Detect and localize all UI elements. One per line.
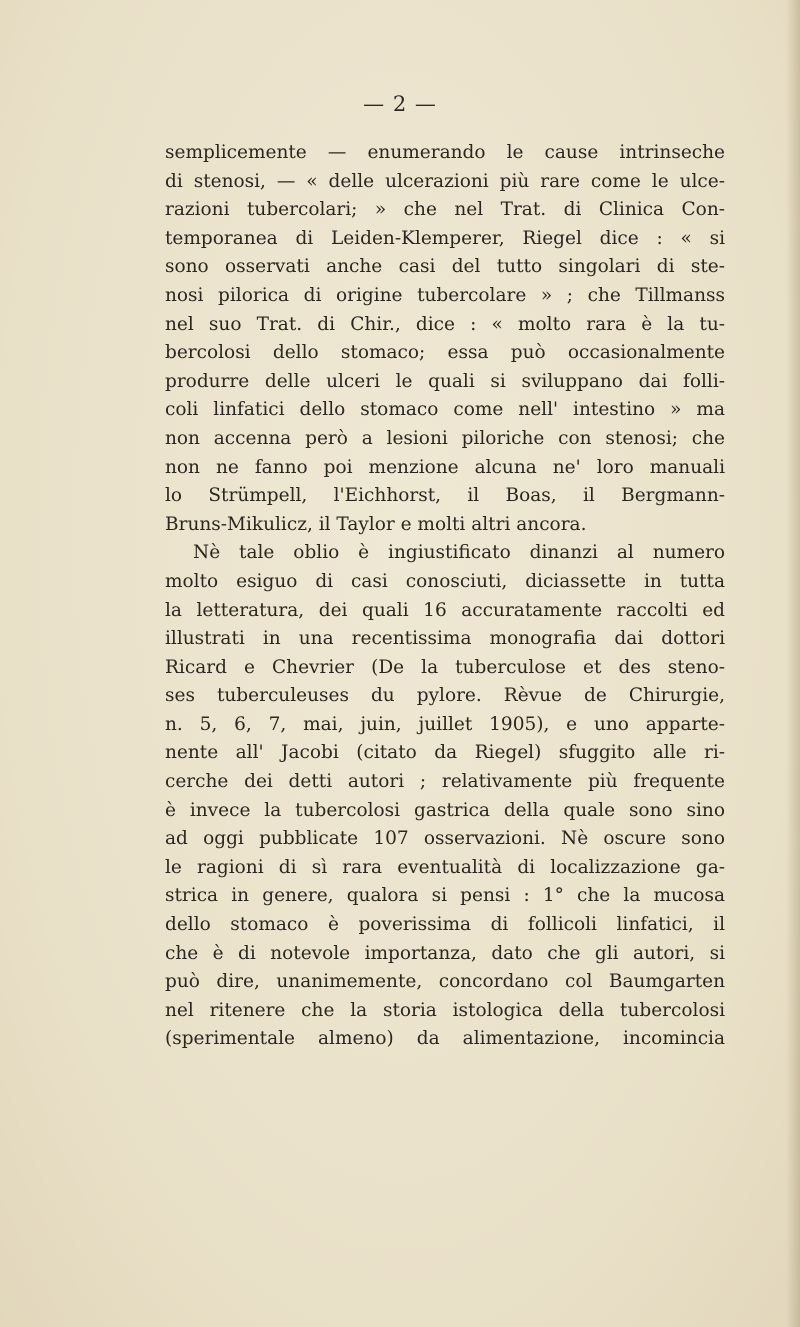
text-line: strica in genere, qualora si pensi : 1° che la mucosa [165, 885, 725, 907]
text-line: produrre delle ulceri le quali si sviluppano dai folli- [165, 370, 725, 392]
text-line: di stenosi, — « delle ulcerazioni più rare come le ulce- [165, 170, 725, 192]
text-line: ses tuberculeuses du pylore. Rèvue de Chirurgie, [165, 685, 725, 707]
text-line: non ne fanno poi menzione alcuna ne' loro manuali [165, 456, 725, 478]
text-line: illustrati in una recentissima monografia dai dottori [165, 628, 725, 650]
page-number: — 2 — [363, 92, 437, 116]
text-line: non accenna però a lesioni piloriche con stenosi; che [165, 427, 725, 449]
text-line: temporanea di Leiden-Klemperer, Riegel dice : « si [165, 227, 725, 249]
text-line: può dire, unanimemente, concordano col Baumgarten [165, 971, 725, 993]
body-text [165, 139, 725, 1054]
page-edge-shadow [786, 0, 800, 1327]
text-line: che è di notevole importanza, dato che gli autori, si [165, 942, 725, 964]
text-line: n. 5, 6, 7, mai, juin, juillet 1905), e uno apparte- [165, 713, 725, 735]
text-line: la letteratura, dei quali 16 accuratamente raccolti ed [165, 599, 725, 621]
text-line: nel ritenere che la storia istologica della tubercolosi [165, 999, 725, 1021]
text-line: molto esiguo di casi conosciuti, diciassette in tutta [165, 570, 725, 592]
text-line: coli linfatici dello stomaco come nell' intestino » ma [165, 399, 725, 421]
text-line: Nè tale oblio è ingiustificato dinanzi al numero [193, 542, 725, 564]
text-line: è invece la tubercolosi gastrica della quale sono sino [165, 799, 725, 821]
text-line: le ragioni di sì rara eventualità di localizzazione ga- [165, 856, 725, 878]
text-line: sono osservati anche casi del tutto singolari di ste- [165, 256, 725, 278]
text-line: nel suo Trat. di Chir., dice : « molto rara è la tu- [165, 313, 725, 335]
text-line: Ricard e Chevrier (De la tuberculose et des steno- [165, 656, 725, 678]
text-line: nente all' Jacobi (citato da Riegel) sfuggito alle ri- [165, 742, 725, 764]
text-line: Bruns-Mikulicz, il Taylor e molti altri ancora. [165, 513, 587, 535]
text-line: cerche dei detti autori ; relativamente più frequente [165, 771, 725, 793]
text-line: bercolosi dello stomaco; essa può occasionalmente [165, 342, 725, 364]
text-line: lo Strümpell, l'Eichhorst, il Boas, il Bergmann- [165, 485, 725, 507]
text-line: dello stomaco è poverissima di follicoli linfatici, il [165, 914, 725, 936]
text-line: nosi pilorica di origine tubercolare » ; che Tillmanss [165, 284, 725, 306]
text-line: ad oggi pubblicate 107 osservazioni. Nè oscure sono [165, 828, 725, 850]
text-line: razioni tubercolari; » che nel Trat. di Clinica Con- [165, 199, 725, 221]
text-line: semplicemente — enumerando le cause intrinseche [165, 142, 725, 163]
text-line: (sperimentale almeno) da alimentazione, incomincia [165, 1028, 725, 1050]
